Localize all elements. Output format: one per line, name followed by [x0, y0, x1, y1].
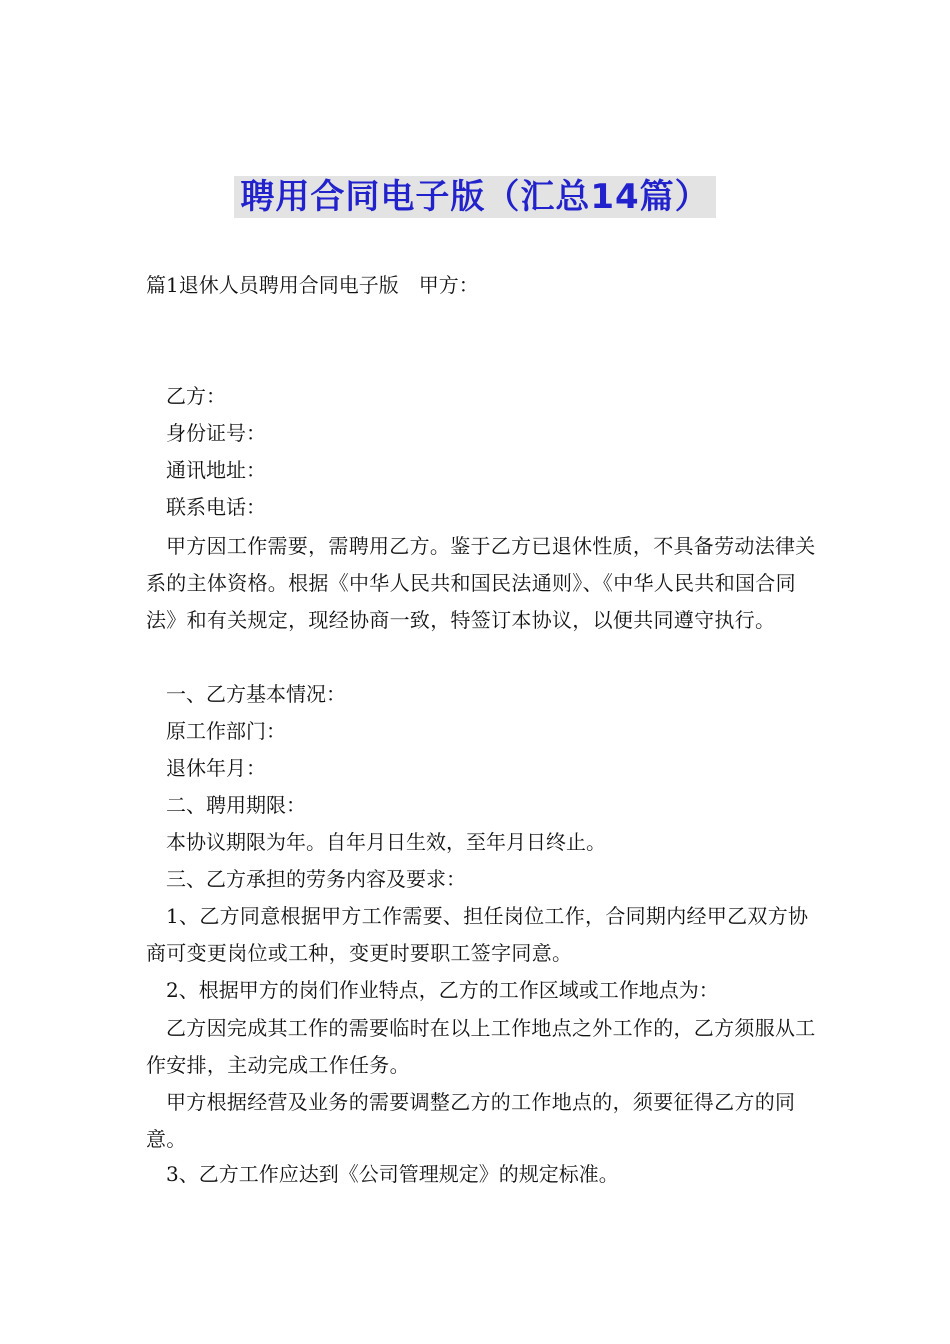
original-dept-label: 原工作部门：: [166, 719, 286, 743]
section-1-heading: 一、乙方基本情况：: [166, 682, 346, 706]
title-container: [0, 176, 950, 218]
address-label: 通讯地址：: [166, 458, 266, 482]
intro-paragraph: 甲方因工作需要，需聘用乙方。鉴于乙方已退休性质，不具备劳动法律关系的主体资格。根据《中华人民共和国民法通则》、《中华人民共和国合同法》和有关规定，现经协商一致，特签订本协议，以便共同遵守执行。: [146, 534, 816, 632]
id-number-label: 身份证号：: [166, 421, 266, 445]
party-b-label: 乙方：: [166, 384, 226, 408]
section-3-heading: 三、乙方承担的劳务内容及要求：: [166, 867, 466, 891]
item-2-paragraph-2: 甲方根据经营及业务的需要调整乙方的工作地点的，须要征得乙方的同意。: [146, 1090, 796, 1151]
retire-date-label: 退休年月：: [166, 756, 266, 780]
document-title: 聘用合同电子版（汇总14篇）: [234, 176, 715, 218]
term-text: 本协议期限为年。自年月日生效，至年月日终止。: [166, 830, 606, 854]
section-2-heading: 二、聘用期限：: [166, 793, 306, 817]
item-2-line: 2、根据甲方的岗们作业特点，乙方的工作区域或工作地点为：: [166, 978, 719, 1002]
item-1-paragraph: 1、乙方同意根据甲方工作需要、担任岗位工作，合同期内经甲乙双方协商可变更岗位或工种，变更时要职工签字同意。: [146, 904, 809, 965]
article-heading: 篇1退休人员聘用合同电子版 甲方：: [146, 273, 479, 297]
phone-label: 联系电话：: [166, 495, 266, 519]
item-3-line: 3、乙方工作应达到《公司管理规定》的规定标准。: [166, 1162, 619, 1186]
item-2-paragraph-1: 乙方因完成其工作的需要临时在以上工作地点之外工作的，乙方须服从工作安排，主动完成工作任务。: [146, 1016, 816, 1077]
